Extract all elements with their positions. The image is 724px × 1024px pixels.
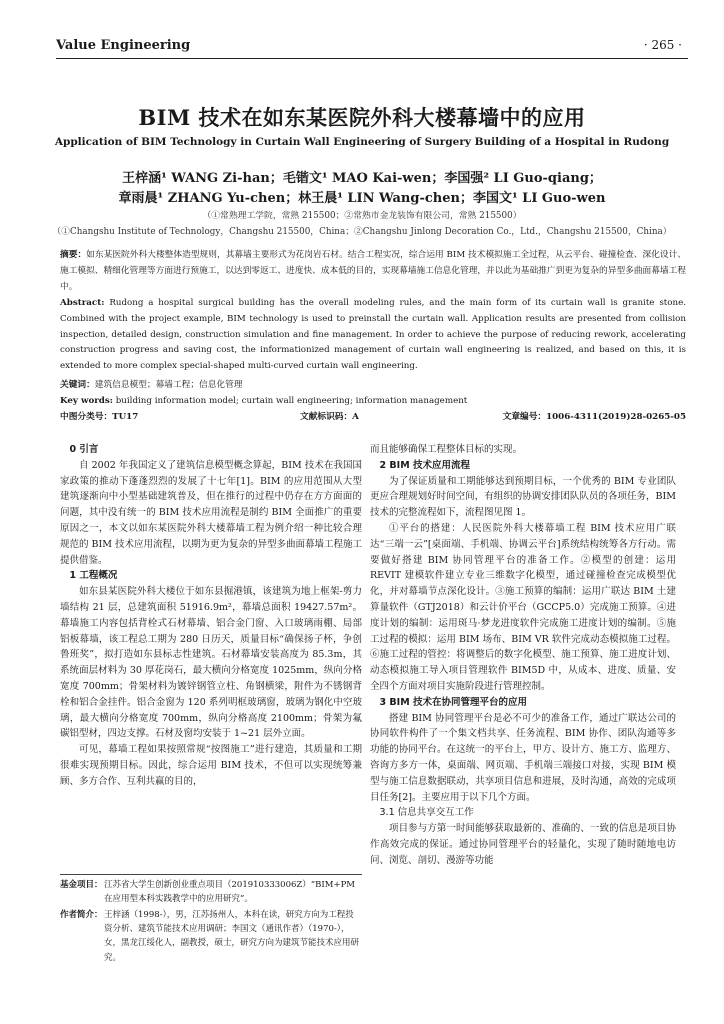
author-bio-label: 作者简介： [60,910,103,920]
keywords-en-label: Key words: [60,396,113,406]
authors-line-2: 章雨晨¹ ZHANG Yu-chen；林王晨¹ LIN Wang-chen；李国文¹ LI Guo-wen [118,191,606,206]
section-0-paragraph: 自 2002 年我国定义了建筑信息模型概念算起，BIM 技术在我国国家政策的推动下蓬蓬烈烈的发展了十七年[1]。BIM 的应用范围从大型建筑逐渐向中小型基础建筑普及，但在推行的过程中仍存在方方面面的问题，其中没有统一的 BIM 技术应用流程是制约 BIM 全面推广的重要原因之一，本文以如东某医院外科大楼幕墙工程为例介绍一种比较合理规范的 BIM 技术应用流程，以期为更为复杂的异型多曲面幕墙工程施工提供借鉴。 [60,459,363,566]
section-2-title: 2 BIM 技术应用流程 [379,459,470,471]
continued-paragraph: 而且能够确保工程整体目标的实现。 [370,444,523,455]
author-note [60,908,362,965]
footnote-rule [60,874,362,875]
section-2-paragraph-1: 为了保证质量和工期能够达到预期目标，一个优秀的 BIM 专业团队更应合理规划好时间空间，有组织的协调安排团队队员的各项任务，BIM 技术的完整流程如下，流程图见图 1。 [370,475,676,519]
keywords-cn-label: 关键词： [60,380,95,390]
header-rule [56,58,688,59]
section-1-title: 1 工程概况 [69,570,118,582]
abstract-en-label: Abstract: [60,298,105,308]
section-3-title: 3 BIM 技术在协同管理平台的应用 [379,696,527,708]
abstract-en [60,296,686,375]
paper-english-title: Application of BIM Technology in Curtain Wall Engineering of Surgery Building of a Hospital in Rudong [54,136,670,148]
page-number: · 265 · [643,38,682,52]
keywords-cn [60,378,686,394]
abstract-cn-text: 如东某医院外科大楼整体造型规则，其幕墙主要形式为花岗岩石材。结合工程实况，综合运用 BIM 技术模拟施工全过程，从云平台、碰撞检查、深化设计、施工模拟、精细化管理等方面进行预施工，以达到零返工、进度快、成本低的目的，实现幕墙施工信息化管理，并以此为基础推广到更为复杂的异型多曲面幕墙工程中。 [60,250,687,292]
clc-number: 中图分类号：TU17 [60,412,139,422]
section-1-paragraph-1: 如东县某医院外科大楼位于如东县掘港镇，该建筑为地上框架-剪力墙结构 21 层，总建筑面积 51916.9m²，幕墙总面积 19427.57m²。幕墙施工内容包括背栓式石材幕墙、铝合金门窗、入口玻璃雨棚、局部铝板幕墙，该工程总工期为 280 日历天，质量目标“确保扬子杯，争创鲁班奖”，拟打造如东县标志性建筑。石材幕墙安装高度为 85.3m，其系统面层材料为 30 厚花岗石，最大横向分格宽度 1025mm，纵向分格宽度 700mm；骨架材料为镀锌钢管立柱、角钢横梁，附件为不锈钢背栓和铝合金挂件。铝合金窗为 120 系列明框玻璃窗，玻璃为钢化中空玻璃，最大横向分格宽度 700mm，纵向分格高度 2100mm；骨架为氟碳铝型材，四边支撑。石材及窗均安装于 1~21 层外立面。 [60,586,362,740]
section-0-title: 0 引言 [69,444,99,455]
paper-title: BIM 技术在如东某医院外科大楼幕墙中的应用 [138,105,586,130]
abstract-en-text: Rudong a hospital surgical building has the overall modeling rules, and the main form of its curtain wall is granite stone. Combined with the project example, BIM technology is used to preinstall the curtain wall. Application results are presented from collision inspection, detailed design, construction simulation and fine management. In order to achieve the purpose of reducing rework, accelerating construction progress and saving cost, the informationized management of curtain wall engineering is realized, and based on this, it is extended to more complex special-shaped multi-curved curtain wall engineering. [60,298,686,372]
section-3-1-title: 3.1 信息共享交互工作 [379,807,474,819]
right-column [370,442,676,869]
section-2-paragraph-2: ①平台的搭建：人民医院外科大楼幕墙工程 BIM 技术应用广联达“三端一云”[桌面端、手机端、协调云平台]系统结构统筹各方行动。需要做好搭建 BIM 协同管理平台的准备工作。②模型的创建：运用 REVIT 建模软件建立专业三维数字化模型，通过碰撞检查完成模型优化，并对幕墙节点深化设计。③施工预算的编制：运用广联达 BIM 土建算量软件（GTJ2018）和云计价平台（GCCP5.0）完成施工预算。④进度计划的编制：运用斑马·梦龙进度软件完成施工进度计划的编制。⑤施工过程的模拟：运用 BIM 场布、BIM VR 软件完成动态模拟施工过程。⑥施工过程的管控：将调整后的数字化模型、施工预算、施工进度计划、动态模拟施工导入项目管理软件 BIM5D 中，从成本、进度、质量、安全四个方面对项目实施阶段进行管理控制。 [370,522,676,692]
section-3-1-paragraph: 项目参与方第一时间能够获取最新的、准确的、一致的信息是项目协作高效完成的保证。通过协同管理平台的轻量化，实现了随时随地电访问、浏览、剖切、漫游等功能 [370,823,676,866]
author-bio-text: 王梓涵（1998-），男，江苏扬州人，本科在读，研究方向为工程投资分析、建筑节能技术应用调研；李国文（通讯作者）（1970-），女，黑龙江绥化人，副教授，硕士，研究方向为建筑节能技术应用研究。 [104,910,360,963]
abstract-cn-label: 摘要： [60,250,87,260]
document-code: 文献标识码：A [300,412,359,422]
fund-note [60,878,362,906]
section-1-paragraph-2: 可见，幕墙工程如果按照常规“按图施工”进行建造，其质量和工期很难实现预期目标。因此，综合运用 BIM 技术，不但可以实现统筹兼顾、多方合作、互利共赢的目的， [60,744,362,787]
keywords-en-text: building information model; curtain wall engineering; information management [115,396,468,406]
keywords-cn-text: 建筑信息模型；幕墙工程；信息化管理 [94,380,243,390]
affiliation-en: （①Changshu Institute of Technology，Changshu 215500，China；②Changshu Jinlong Decoration Co.，Ltd.，Changshu 215500，China） [52,227,672,237]
journal-name: Value Engineering [56,38,191,53]
fund-text: 江苏省大学生创新创业重点项目（201910333006Z）“BIM+PM 在应用型本科实践教学中的应用研究”。 [104,880,356,905]
keywords-en [60,394,686,410]
left-column [60,442,362,790]
section-3-paragraph: 搭建 BIM 协同管理平台是必不可少的准备工作，通过广联达公司的协同软件构件了一个集文档共享、任务流程、BIM 协作、团队沟通等多功能的协同平台。在这统一的平台上，甲方、设计方、施工方、监理方、咨询方多方一体，桌面端、网页端、手机端三端接口对接，实现 BIM 模型与施工信息数据联动，共享项目信息和进展，及时沟通，高效的完成项目任务[2]。主要应用于以下几个方面。 [370,712,676,803]
fund-label: 基金项目： [60,880,103,890]
abstract-cn [60,248,686,295]
affiliation-cn: （①常熟理工学院，常熟 215500；②常熟市金龙装饰有限公司，常熟 215500） [202,211,522,221]
authors-line-1: 王梓涵¹ WANG Zi-han；毛锴文¹ MAO Kai-wen；李国强² LI Guo-qiang； [122,171,602,186]
article-number: 文章编号：1006-4311(2019)28-0265-05 [502,412,686,422]
